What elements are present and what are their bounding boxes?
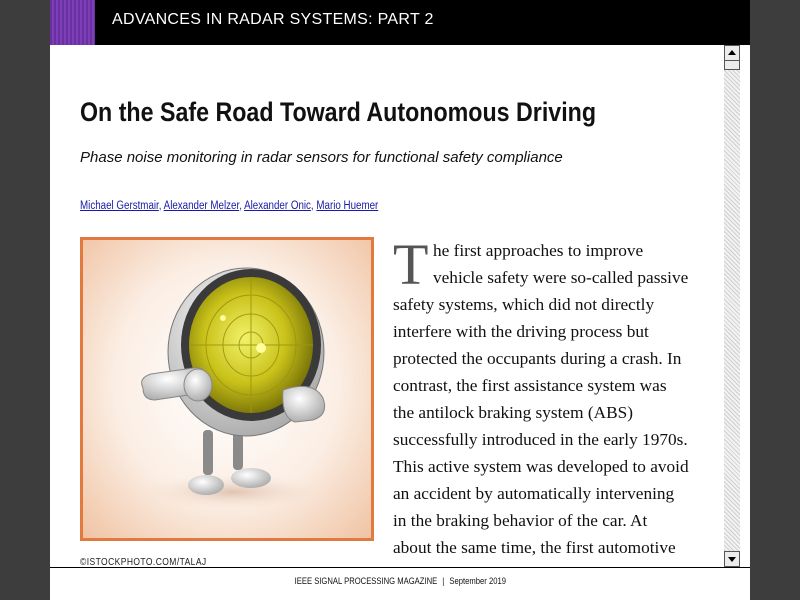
triangle-up-icon xyxy=(725,46,739,60)
footer-rule xyxy=(50,567,750,568)
author-link[interactable]: Michael Gerstmair xyxy=(80,200,159,212)
body-line: he first approaches to improve xyxy=(433,241,644,260)
body-line: successfully introduced in the early 1970s. xyxy=(393,430,688,449)
body-line: This active system was developed to avoid xyxy=(393,457,689,476)
section-header xyxy=(50,0,750,45)
document-viewer xyxy=(50,0,750,600)
author-link[interactable]: Alexander Melzer xyxy=(163,200,240,212)
radar-mascot-illustration xyxy=(83,240,371,538)
body-line: protected the occupants during a crash. In xyxy=(393,349,682,368)
author-list xyxy=(80,200,378,212)
body-line: safety systems, which did not directly xyxy=(393,295,655,314)
footer-magazine: IEEE SIGNAL PROCESSING MAGAZINE xyxy=(294,576,437,586)
triangle-down-icon xyxy=(725,552,739,566)
body-line: contrast, the first assistance system was xyxy=(393,376,667,395)
drop-cap: T xyxy=(393,232,429,297)
image-credit: ©ISTOCKPHOTO.COM/TALAJ xyxy=(80,557,207,567)
scroll-thumb[interactable] xyxy=(724,60,740,70)
body-line: about the same time, the first automotive xyxy=(393,538,676,557)
footer-date: September 2019 xyxy=(449,576,506,586)
body-line: in the braking behavior of the car. At xyxy=(393,511,648,530)
article-illustration xyxy=(80,237,374,541)
body-line: an accident by automatically intervening xyxy=(393,484,675,503)
author-separator: , xyxy=(310,200,317,212)
author-separator: , xyxy=(158,200,164,212)
body-line: interfere with the driving process but xyxy=(393,322,649,341)
section-title: ADVANCES IN RADAR SYSTEMS: PART 2 xyxy=(112,11,434,28)
article-subtitle: Phase noise monitoring in radar sensors for functional safety compliance xyxy=(80,149,563,166)
header-accent-stripe xyxy=(50,0,95,45)
vertical-scrollbar[interactable] xyxy=(724,45,740,567)
footer-text xyxy=(294,576,505,586)
body-line: vehicle safety were so-called passive xyxy=(433,268,689,287)
scroll-down-button[interactable] xyxy=(724,551,740,567)
author-link[interactable]: Mario Huemer xyxy=(316,200,379,212)
article-title: On the Safe Road Toward Autonomous Driving xyxy=(80,97,597,127)
page-footer xyxy=(50,576,750,586)
article-body xyxy=(393,232,713,561)
footer-divider: | xyxy=(441,576,444,586)
page-content xyxy=(50,45,724,567)
scroll-up-button[interactable] xyxy=(724,45,740,61)
author-link[interactable]: Alexander Onic xyxy=(244,200,311,212)
body-line: the antilock braking system (ABS) xyxy=(393,403,633,422)
author-separator: , xyxy=(239,200,245,212)
